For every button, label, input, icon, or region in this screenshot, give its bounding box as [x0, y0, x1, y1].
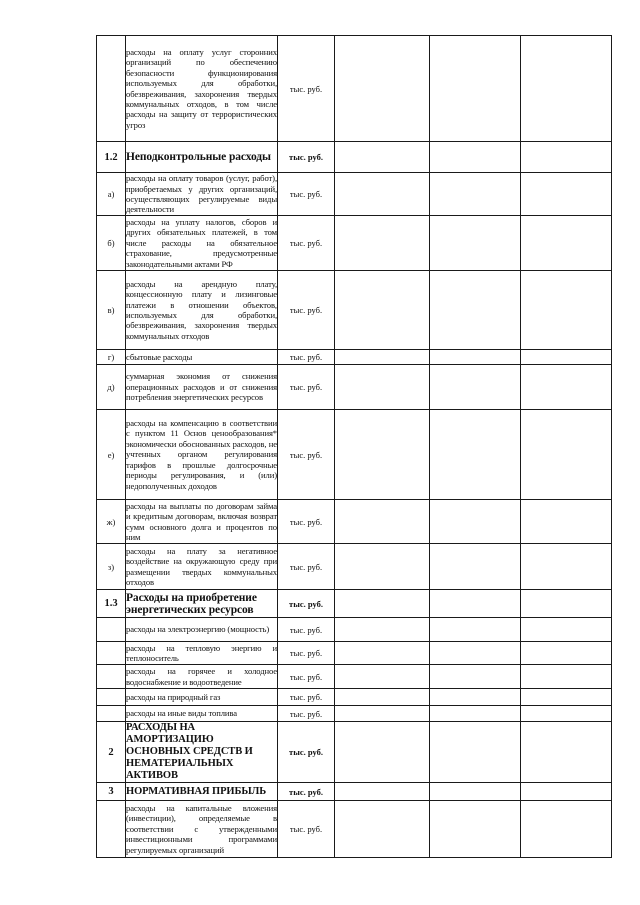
row-description: суммарная экономия от снижения операционных расходов и от снижения потребления энергетических ресурсов	[126, 365, 278, 410]
value-cell	[521, 36, 612, 142]
value-cell	[430, 590, 521, 618]
value-cell	[335, 142, 430, 173]
value-cell	[335, 173, 430, 216]
row-description: НОРМАТИВНАЯ ПРИБЫЛЬ	[126, 783, 278, 801]
value-cell	[521, 271, 612, 350]
value-cell	[521, 689, 612, 706]
row-unit: тыс. руб.	[278, 173, 335, 216]
row-description: Неподконтрольные расходы	[126, 142, 278, 173]
row-unit: тыс. руб.	[278, 642, 335, 665]
value-cell	[521, 665, 612, 689]
row-number	[97, 801, 126, 858]
row-number	[97, 706, 126, 722]
table-row	[97, 544, 612, 590]
value-cell	[430, 410, 521, 500]
table-row	[97, 500, 612, 544]
value-cell	[335, 706, 430, 722]
value-cell	[335, 410, 430, 500]
row-description: расходы на уплату налогов, сборов и других обязательных платежей, в том числе расходы на обязательное страхование, предусмотренные законодательными актами РФ	[126, 216, 277, 269]
value-cell	[521, 590, 612, 618]
value-cell	[521, 142, 612, 173]
table-row	[97, 665, 612, 689]
table-row	[97, 618, 612, 642]
value-cell	[335, 500, 430, 544]
value-cell	[430, 271, 521, 350]
value-cell	[430, 142, 521, 173]
table-row	[97, 642, 612, 665]
value-cell	[430, 365, 521, 410]
value-cell	[335, 722, 430, 783]
row-number: 2	[97, 722, 126, 783]
value-cell	[430, 665, 521, 689]
row-number: г)	[97, 350, 126, 365]
value-cell	[430, 173, 521, 216]
value-cell	[335, 665, 430, 689]
row-description: РАСХОДЫ НА АМОРТИЗАЦИЮ ОСНОВНЫХ СРЕДСТВ И НЕМАТЕРИАЛЬНЫХ АКТИВОВ	[126, 722, 278, 783]
value-cell	[521, 500, 612, 544]
row-number: ж)	[97, 500, 126, 544]
value-cell	[430, 500, 521, 544]
value-cell	[521, 410, 612, 500]
row-description: расходы на оплату товаров (услуг, работ), приобретаемых у других организаций, осуществляющих регулируемые виды деятельности	[126, 173, 277, 215]
table-row	[97, 271, 612, 350]
row-description: расходы на электроэнергию (мощность)	[126, 618, 278, 642]
value-cell	[335, 689, 430, 706]
row-unit: тыс. руб.	[278, 618, 335, 642]
table-row	[97, 365, 612, 410]
value-cell	[335, 271, 430, 350]
row-number: з)	[97, 544, 126, 590]
table-row	[97, 142, 612, 173]
value-cell	[521, 642, 612, 665]
row-description: Расходы на приобретение энергетических ресурсов	[126, 590, 278, 618]
value-cell	[430, 706, 521, 722]
value-cell	[430, 544, 521, 590]
row-unit: тыс. руб.	[278, 689, 335, 706]
row-description: расходы на тепловую энергию и теплоноситель	[126, 642, 277, 663]
row-unit: тыс. руб.	[278, 410, 335, 500]
row-number: 1.2	[97, 142, 126, 173]
table-row	[97, 706, 612, 722]
row-unit: тыс. руб.	[278, 665, 335, 689]
row-number	[97, 642, 126, 665]
row-unit: тыс. руб.	[278, 801, 335, 858]
value-cell	[521, 544, 612, 590]
value-cell	[335, 590, 430, 618]
row-description: расходы на компенсацию в соответствии с пунктом 11 Основ ценообразования* экономически обоснованных расходов, не учтенных органом регулирования тарифов в прошлые долгосрочные периоды регулирования, и (или) недополученных доходов	[126, 410, 278, 500]
value-cell	[521, 801, 612, 858]
value-cell	[430, 801, 521, 858]
row-unit: тыс. руб.	[278, 142, 335, 173]
row-unit: тыс. руб.	[278, 500, 335, 544]
row-unit: тыс. руб.	[278, 544, 335, 590]
value-cell	[335, 365, 430, 410]
value-cell	[521, 173, 612, 216]
row-description: расходы на капитальные вложения (инвестиции), определяемые в соответствии с утвержденными инвестиционными программами регулируемых организаций	[126, 801, 278, 858]
row-number: б)	[97, 216, 126, 271]
table-row	[97, 350, 612, 365]
row-description: расходы на арендную плату, концессионную плату и лизинговые платежи в отношении объектов, используемых для обработки, обезвреживания, захоронения твердых коммунальных отходов	[126, 271, 278, 350]
value-cell	[521, 350, 612, 365]
value-cell	[335, 350, 430, 365]
row-number: 1.3	[97, 590, 126, 618]
value-cell	[335, 618, 430, 642]
row-description: расходы на горячее и холодное водоснабжение и водоотведение	[126, 666, 277, 687]
row-number: в)	[97, 271, 126, 350]
row-unit: тыс. руб.	[278, 590, 335, 618]
value-cell	[430, 689, 521, 706]
row-unit: тыс. руб.	[278, 722, 335, 783]
row-description: сбытовые расходы	[126, 350, 278, 365]
value-cell	[430, 618, 521, 642]
row-number	[97, 689, 126, 706]
row-number: 3	[97, 783, 126, 801]
value-cell	[335, 216, 430, 271]
table-row	[97, 410, 612, 500]
table-row	[97, 783, 612, 801]
table-row	[97, 722, 612, 783]
value-cell	[430, 722, 521, 783]
row-unit: тыс. руб.	[278, 365, 335, 410]
table-row	[97, 173, 612, 216]
row-unit: тыс. руб.	[278, 706, 335, 722]
value-cell	[430, 350, 521, 365]
value-cell	[430, 642, 521, 665]
table-row	[97, 590, 612, 618]
table-row	[97, 36, 612, 142]
row-number	[97, 618, 126, 642]
value-cell	[521, 365, 612, 410]
table-row	[97, 801, 612, 858]
value-cell	[335, 642, 430, 665]
row-unit: тыс. руб.	[278, 350, 335, 365]
value-cell	[521, 618, 612, 642]
row-unit: тыс. руб.	[278, 36, 335, 142]
value-cell	[521, 706, 612, 722]
row-description: расходы на плату за негативное воздействие на окружающую среду при размещении твердых коммунальных отходов	[126, 544, 278, 590]
row-number: а)	[97, 173, 126, 216]
row-unit: тыс. руб.	[278, 783, 335, 801]
row-description: расходы на оплату услуг сторонних организаций по обеспечению безопасности функционирования используемых для обработки, обезвреживания, захоронения твердых коммунальных отходов, в том числе расходы на защиту от террористических угроз	[126, 36, 278, 142]
row-unit: тыс. руб.	[278, 271, 335, 350]
row-number: е)	[97, 410, 126, 500]
table-row	[97, 689, 612, 706]
cost-table	[96, 35, 612, 858]
value-cell	[430, 36, 521, 142]
value-cell	[335, 783, 430, 801]
row-description: расходы на природный газ	[126, 689, 278, 706]
value-cell	[521, 783, 612, 801]
value-cell	[521, 722, 612, 783]
row-number: д)	[97, 365, 126, 410]
value-cell	[335, 544, 430, 590]
table-row	[97, 216, 612, 271]
value-cell	[430, 783, 521, 801]
row-number	[97, 665, 126, 689]
row-unit: тыс. руб.	[278, 216, 335, 271]
row-description: расходы на иные виды топлива	[126, 706, 278, 722]
value-cell	[521, 216, 612, 271]
row-description: расходы на выплаты по договорам займа и кредитным договорам, включая возврат сумм основного долга и процентов по ним	[126, 500, 277, 542]
row-number	[97, 36, 126, 142]
value-cell	[430, 216, 521, 271]
value-cell	[335, 801, 430, 858]
value-cell	[335, 36, 430, 142]
